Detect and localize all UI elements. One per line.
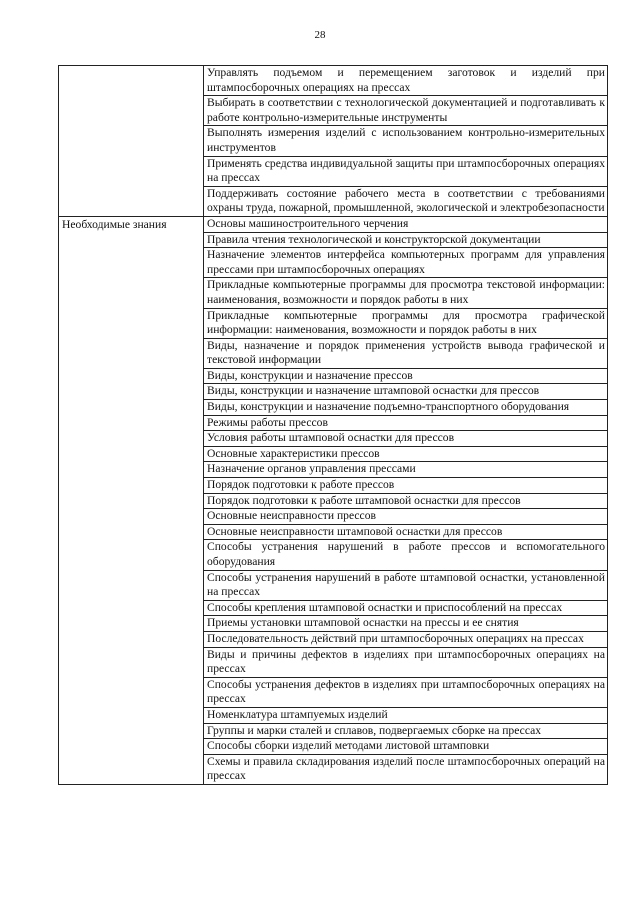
knowledge-item: Режимы работы прессов (204, 415, 608, 431)
knowledge-item: Способы устранения нарушений в работе штамповой оснастки, установленной на прессах (204, 570, 608, 600)
knowledge-item: Основные неисправности штамповой оснастки для прессов (204, 524, 608, 540)
knowledge-item: Способы устранения нарушений в работе прессов и вспомогательного оборудования (204, 540, 608, 570)
knowledge-row (59, 216, 608, 232)
knowledge-item: Назначение органов управления прессами (204, 462, 608, 478)
skill-item: Поддерживать состояние рабочего места в соответствии с требованиями охраны труда, пожарной, промышленной, экологической и электробезопасности (204, 186, 608, 216)
knowledge-item: Способы устранения дефектов в изделиях при штампосборочных операциях на прессах (204, 677, 608, 707)
knowledge-label: Необходимые знания (59, 216, 204, 784)
knowledge-item: Виды, конструкции и назначение штамповой оснастки для прессов (204, 384, 608, 400)
page-number: 28 (314, 29, 326, 41)
knowledge-item: Порядок подготовки к работе штамповой оснастки для прессов (204, 493, 608, 509)
skills-label-cell (59, 66, 204, 217)
knowledge-item: Порядок подготовки к работе прессов (204, 478, 608, 494)
knowledge-item: Правила чтения технологической и конструкторской документации (204, 232, 608, 248)
knowledge-item: Основы машиностроительного черчения (204, 216, 608, 232)
competency-table (58, 65, 608, 785)
knowledge-item: Виды, назначение и порядок применения устройств вывода графической и текстовой информации (204, 338, 608, 368)
knowledge-item: Условия работы штамповой оснастки для прессов (204, 431, 608, 447)
skill-row (59, 66, 608, 96)
knowledge-item: Способы сборки изделий методами листовой штамповки (204, 739, 608, 755)
knowledge-item: Прикладные компьютерные программы для просмотра графической информации: наименования, возможности и порядок работы в них (204, 308, 608, 338)
knowledge-item: Прикладные компьютерные программы для просмотра текстовой информации: наименования, возможности и порядок работы в них (204, 278, 608, 308)
knowledge-item: Виды, конструкции и назначение прессов (204, 368, 608, 384)
knowledge-item: Назначение элементов интерфейса компьютерных программ для управления прессами при штампосборочных операциях (204, 248, 608, 278)
knowledge-item: Виды и причины дефектов в изделиях при штампосборочных операциях на прессах (204, 647, 608, 677)
knowledge-item: Основные характеристики прессов (204, 446, 608, 462)
knowledge-item: Приемы установки штамповой оснастки на прессы и ее снятия (204, 616, 608, 632)
skill-item: Выполнять измерения изделий с использованием контрольно-измерительных инструментов (204, 126, 608, 156)
skill-item: Управлять подъемом и перемещением заготовок и изделий при штампосборочных операциях на прессах (204, 66, 608, 96)
knowledge-item: Основные неисправности прессов (204, 509, 608, 525)
knowledge-item: Схемы и правила складирования изделий после штампосборочных операций на прессах (204, 754, 608, 784)
knowledge-item: Номенклатура штампуемых изделий (204, 707, 608, 723)
knowledge-item: Группы и марки сталей и сплавов, подвергаемых сборке на прессах (204, 723, 608, 739)
knowledge-item: Способы крепления штамповой оснастки и приспособлений на прессах (204, 600, 608, 616)
knowledge-item: Виды, конструкции и назначение подъемно-транспортного оборудования (204, 400, 608, 416)
competency-table-body (59, 66, 608, 785)
skill-item: Выбирать в соответствии с технологической документацией и подготавливать к работе контрольно-измерительные инструменты (204, 96, 608, 126)
skill-item: Применять средства индивидуальной защиты при штампосборочных операциях на прессах (204, 156, 608, 186)
knowledge-item: Последовательность действий при штампосборочных операциях на прессах (204, 631, 608, 647)
